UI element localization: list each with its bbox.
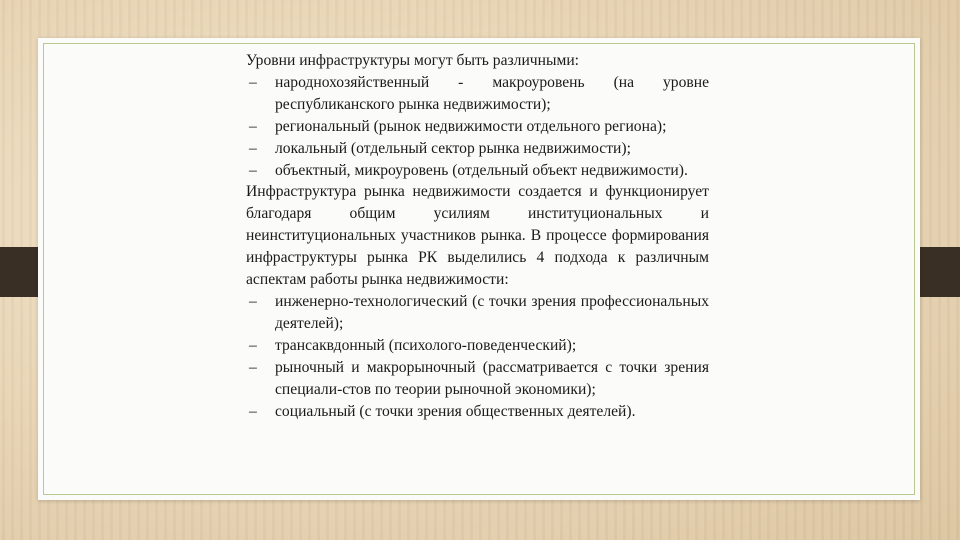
levels-list — [246, 72, 709, 182]
list-item — [246, 138, 709, 160]
dash-bullet: – — [249, 336, 257, 354]
body-paragraph: Инфраструктура рынка недвижимости создается и функционирует благодаря общим усилиям институциональных и неинституциональных участников рынка. В процессе формирования инфраструктуры рынка РК выделились 4 подхода к различным аспектам работы рынка недвижимости: — [246, 183, 709, 289]
dash-bullet: – — [249, 117, 257, 135]
list-item-text: народнохозяйственный - макроуровень (на уровне республиканского рынка недвижимости); — [275, 73, 709, 113]
list-item-text: региональный (рынок недвижимости отдельного региона); — [275, 117, 667, 135]
slide-card — [38, 38, 920, 500]
list-item-text: трансаквдонный (психолого-поведенческий); — [275, 336, 577, 354]
list-item — [246, 72, 709, 116]
list-item-text: локальный (отдельный сектор рынка недвижимости); — [275, 139, 631, 157]
list-item — [246, 335, 709, 357]
intro-text: Уровни инфраструктуры могут быть различными: — [246, 52, 580, 69]
dash-bullet: – — [249, 402, 257, 420]
dash-bullet: – — [249, 292, 257, 310]
slide-text — [246, 50, 709, 422]
dash-bullet: – — [249, 139, 257, 157]
list-item — [246, 401, 709, 423]
list-item — [246, 116, 709, 138]
list-item — [246, 357, 709, 401]
dash-bullet: – — [249, 161, 257, 179]
dash-bullet: – — [249, 358, 257, 376]
list-item-text: рыночный и макрорыночный (рассматривается с точки зрения специали-стов по теории рыночной экономики); — [275, 358, 709, 398]
list-item — [246, 160, 709, 182]
list-item — [246, 291, 709, 335]
list-item-text: социальный (с точки зрения общественных деятелей). — [275, 402, 636, 420]
dash-bullet: – — [249, 73, 257, 91]
list-item-text: объектный, микроуровень (отдельный объект недвижимости). — [275, 161, 688, 179]
approaches-list — [246, 291, 709, 422]
list-item-text: инженерно-технологический (с точки зрения профессиональных деятелей); — [275, 292, 709, 332]
